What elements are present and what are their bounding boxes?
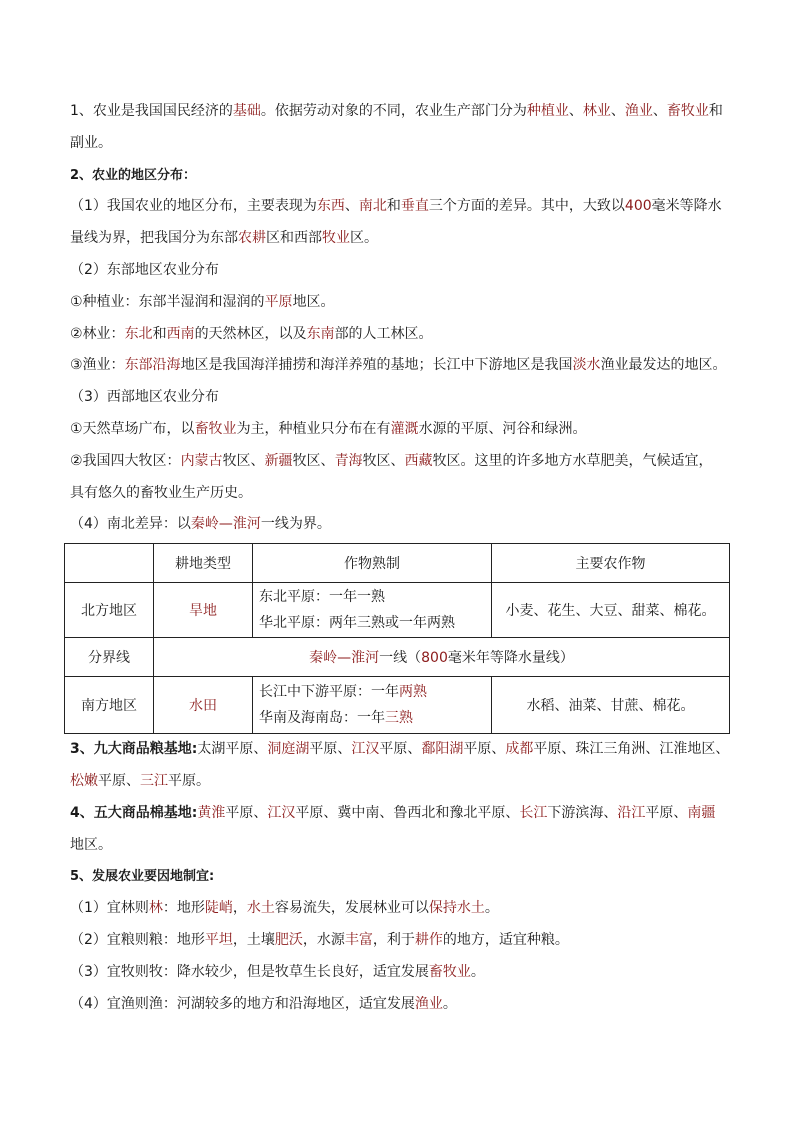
- land-type-cell: 旱地: [154, 583, 253, 638]
- highlight: 秦岭—淮河: [190, 516, 261, 533]
- highlight: 西南: [166, 325, 195, 342]
- highlight: 长江: [519, 804, 548, 821]
- text: （2）宜粮则粮：地形: [70, 931, 205, 948]
- label: 4、五大商品棉基地:: [70, 804, 198, 821]
- highlight: 东部沿海: [124, 357, 181, 374]
- text: （1）我国农业的地区分布，主要表现为: [70, 198, 317, 215]
- text: 。: [442, 995, 457, 1012]
- subheading-east: （2）东部地区农业分布: [70, 261, 219, 278]
- paragraph-cotton-bases: [70, 798, 730, 830]
- highlight: 渔业: [624, 103, 653, 119]
- text: ，土壤: [232, 931, 275, 948]
- highlight: 平原: [264, 293, 293, 310]
- text: 渔业最发达的地区。: [600, 357, 727, 374]
- text: 和: [708, 103, 723, 119]
- text: 区和西部: [266, 230, 322, 247]
- text: 的天然林区，以及: [194, 325, 307, 342]
- highlight: 淡水: [572, 357, 601, 374]
- label: 3、九大商品粮基地:: [70, 741, 198, 758]
- paragraph-agriculture-basis: [70, 96, 730, 128]
- section-heading-local-conditions: 5、发展农业要因地制宜:: [70, 869, 215, 885]
- highlight: 两熟: [399, 684, 427, 701]
- region-cell: 北方地区: [65, 583, 154, 638]
- text: 地区。: [70, 836, 112, 853]
- region-cell: 分界线: [65, 638, 154, 677]
- text: 牧区、: [222, 452, 265, 469]
- text: 牧区、: [362, 452, 405, 469]
- text: 三个方面的差异。其中，大致以: [428, 198, 625, 215]
- highlight: 牧业: [322, 230, 350, 247]
- highlight: 江汉: [267, 804, 296, 821]
- text: 平原、: [463, 741, 506, 758]
- text: 具有悠久的畜牧业生产历史。: [70, 484, 252, 501]
- table-header-cell: 作物熟制: [253, 544, 492, 583]
- text: （3）宜牧则牧：降水较少，但是牧草生长良好，适宜发展: [70, 963, 429, 980]
- highlight: 渔业: [414, 995, 443, 1012]
- item-pastoral-areas: [70, 446, 730, 478]
- text: 牧区。这里的许多地方水草肥美，气候适宜，: [432, 452, 713, 469]
- text: 副业。: [70, 134, 112, 151]
- text: 的地方，适宜种粮。: [442, 931, 569, 948]
- text: 水源的平原、河谷和绿洲。: [418, 420, 587, 437]
- text: 一线为界。: [260, 516, 331, 533]
- text: 太湖平原、: [197, 741, 268, 758]
- highlight: 松嫩: [70, 772, 98, 789]
- item-fishery: [70, 350, 730, 382]
- text: （4）宜渔则渔：河湖较多的地方和沿海地区，适宜发展: [70, 995, 415, 1012]
- text: 地区。: [292, 293, 335, 310]
- highlight: 内蒙古: [180, 452, 223, 469]
- highlight: 耕作: [414, 931, 443, 948]
- highlight: 新疆: [264, 452, 293, 469]
- highlight: 成都: [505, 741, 534, 758]
- highlight: 三江: [140, 772, 168, 789]
- highlight: 南疆: [687, 804, 716, 821]
- item-planting: [70, 287, 730, 319]
- paragraph-cotton-bases-cont: [70, 830, 730, 862]
- item-fishery-suited: [70, 989, 730, 1021]
- text: 长江中下游平原：一年: [259, 684, 399, 701]
- text: 1、农业是我国国民经济的: [70, 103, 233, 119]
- north-south-table: [64, 543, 730, 734]
- text: 地区是我国海洋捕捞和海洋养殖的基地；长江中下游地区是我国: [180, 357, 573, 374]
- highlight: 陡峭: [204, 900, 233, 917]
- text: 和: [386, 198, 401, 215]
- highlight: 秦岭—淮河: [309, 650, 380, 667]
- document-body: [70, 96, 730, 1020]
- item-grassland: [70, 414, 730, 446]
- item-forestry: [70, 319, 730, 351]
- highlight: 保持水土: [428, 900, 485, 917]
- section-heading-distribution: 2、农业的地区分布：: [70, 167, 197, 183]
- text: 下游滨海、: [547, 804, 618, 821]
- text: 平原、: [98, 772, 140, 789]
- text: 部的人工林区。: [334, 325, 433, 342]
- text: 毫米等降水: [651, 198, 722, 215]
- crops-cell: 小麦、花生、大豆、甜菜、棉花。: [492, 583, 730, 638]
- text: 平原。: [168, 772, 210, 789]
- text: 平原、: [379, 741, 422, 758]
- text: 、: [652, 103, 667, 119]
- text: ②我国四大牧区：: [70, 452, 181, 469]
- text: 为主，种植业只分布在有: [236, 420, 391, 437]
- subheading-north-south: [70, 509, 730, 541]
- text: ：地形: [162, 900, 205, 917]
- text: ，: [232, 900, 247, 917]
- text: （1）宜林则: [70, 900, 149, 917]
- highlight: 林业: [582, 103, 611, 119]
- highlight: 800: [421, 650, 448, 667]
- text: 、: [610, 103, 625, 119]
- text: 平原、珠江三角洲、江淮地区、: [533, 741, 730, 758]
- text: ③渔业：: [70, 357, 125, 374]
- table-row: [65, 677, 730, 734]
- highlight: 基础: [232, 103, 261, 119]
- paragraph-agriculture-basis-cont: [70, 128, 730, 160]
- item-forest-suited: [70, 893, 730, 925]
- highlight: 灌溉: [390, 420, 419, 437]
- table-header-cell: 主要农作物: [492, 544, 730, 583]
- highlight: 种植业: [526, 103, 569, 119]
- highlight: 青海: [334, 452, 363, 469]
- text: 毫米年等降水量线）: [447, 650, 574, 667]
- text: ②林业：: [70, 325, 125, 342]
- text: 量线为界，把我国分为东部: [70, 230, 238, 247]
- highlight: 东北: [124, 325, 153, 342]
- highlight: 江汉: [351, 741, 380, 758]
- text: 。依据劳动对象的不同，农业生产部门分为: [260, 103, 527, 119]
- text: 牧区、: [292, 452, 335, 469]
- crop-system-cell: [253, 677, 492, 734]
- highlight: 畜牧业: [666, 103, 709, 119]
- table-header-cell: 耕地类型: [154, 544, 253, 583]
- text: ，利于: [372, 931, 415, 948]
- paragraph-distribution-1: [70, 191, 730, 223]
- text: ①天然草场广布，以: [70, 420, 195, 437]
- highlight: 平坦: [204, 931, 233, 948]
- highlight: 肥沃: [274, 931, 303, 948]
- crop-system-line: 华北平原：两年三熟或一年两熟: [259, 615, 455, 632]
- highlight: 东西: [316, 198, 345, 215]
- highlight: 沿江: [617, 804, 646, 821]
- text: 和: [152, 325, 167, 342]
- highlight: 农耕: [238, 230, 266, 247]
- highlight: 丰富: [344, 931, 373, 948]
- text: ，水源: [302, 931, 345, 948]
- table-row: [65, 583, 730, 638]
- highlight: 三熟: [385, 710, 413, 727]
- paragraph-grain-bases: [70, 734, 730, 766]
- crop-system-cell: [253, 583, 492, 638]
- land-type-cell: 水田: [154, 677, 253, 734]
- item-grain-suited: [70, 925, 730, 957]
- table-row: [65, 638, 730, 677]
- text: 、: [568, 103, 583, 119]
- crop-system-line: [259, 705, 485, 731]
- text: 、: [344, 198, 359, 215]
- highlight: 洞庭湖: [267, 741, 310, 758]
- text: ①种植业：东部半湿润和湿润的: [70, 293, 265, 310]
- paragraph-grain-bases-cont: [70, 766, 730, 798]
- text: 。: [470, 963, 485, 980]
- highlight: 西藏: [404, 452, 433, 469]
- text: 平原、: [225, 804, 268, 821]
- subheading-west: （3）西部地区农业分布: [70, 389, 219, 406]
- text: 一线（: [379, 650, 422, 667]
- text: 容易流失，发展林业可以: [274, 900, 429, 917]
- highlight: 黄淮: [197, 804, 226, 821]
- table-header-cell: [65, 544, 154, 583]
- highlight: 畜牧业: [428, 963, 471, 980]
- crop-system-line: 东北平原：一年一熟: [259, 589, 385, 606]
- highlight: 水土: [246, 900, 275, 917]
- text: 。: [484, 900, 499, 917]
- crop-system-line: [259, 679, 485, 705]
- highlight: 鄱阳湖: [421, 741, 464, 758]
- text: （4）南北差异：以: [70, 516, 191, 533]
- highlight: 垂直: [400, 198, 429, 215]
- text: 平原、: [645, 804, 688, 821]
- item-pastoral-areas-cont: [70, 478, 730, 510]
- table-header-row: [65, 544, 730, 583]
- text: 区。: [350, 230, 378, 247]
- text: 平原、冀中南、鲁西北和豫北平原、: [295, 804, 520, 821]
- item-pasture-suited: [70, 957, 730, 989]
- highlight: 林: [148, 900, 163, 917]
- text: 平原、: [309, 741, 352, 758]
- highlight: 南北: [358, 198, 387, 215]
- boundary-cell: [154, 638, 730, 677]
- crops-cell: 水稻、油菜、甘蔗、棉花。: [492, 677, 730, 734]
- region-cell: 南方地区: [65, 677, 154, 734]
- text: 华南及海南岛：一年: [259, 710, 385, 727]
- highlight: 畜牧业: [194, 420, 237, 437]
- highlight: 东南: [306, 325, 335, 342]
- highlight: 400: [624, 198, 652, 215]
- paragraph-distribution-1-cont: [70, 223, 730, 255]
